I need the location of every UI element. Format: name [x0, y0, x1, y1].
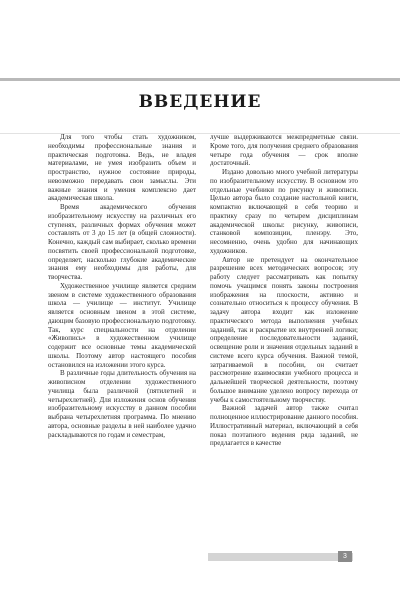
paragraph: Для того чтобы стать художником, необходимы профессиональные знания и практическая подготовка. Ведь, не владея материалами, не умея изобразить объем и пространство, нужное состояние природы, невозможно передавать свои замыслы. Эти важные знания и умения комплексно дает академическая школа.	[48, 133, 196, 203]
paragraph: В различные годы длительность обучения на живописном отделении художественного училища была различной (пятилетней и четырехлетней). Для изложения основ обучения изобразительному искусству в данном пособии выбрана четырехлетняя программа. По мнению автора, основные разделы в ней наиболее удачно раскладываются по годам и семестрам,	[48, 369, 196, 439]
text-column-left	[48, 133, 196, 439]
paragraph: Автор не претендует на окончательное разрешение всех методических вопросов; эту работу следует рассматривать как попытку помочь учащимся понять законы построения изображения на плоскости, активно и сознательно относиться к процессу обучения. В задачу автора входит как изложение практического метода выполнения учебных заданий, так и раскрытие их внутренней логики; определение последовательности заданий, освещение роли и значения отдельных заданий в системе всего курса обучения. Важной темой, затрагиваемой в пособии, он считает рассмотрение взаимосвязи учебного процесса и дальнейшей творческой деятельности, поэтому большое внимание уделено вопросу перехода от учебы к самостоятельному творчеству.	[210, 255, 358, 404]
paragraph: лучше выдерживаются межпредметные связи. Кроме того, для получения среднего образования четыре года обучения — срок вполне достаточный.	[210, 133, 358, 168]
paragraph: Важной задачей автор также считал полноценное иллюстрирование данного пособия. Иллюстративный материал, включающий в себя показ поэтапного ведения ряда заданий, не предлагается в качестве	[210, 404, 358, 448]
paragraph: Художественное училище является средним звеном в системе художественного образования школа — училище — институт. Училище является основным звеном в этой системе, дающим базовую профессиональную подготовку. Так, курс специальности на отделении «Живопись» в художественном училище содержит все основные темы академической школы. Поэтому автор настоящего пособия остановился на изложении этого курса.	[48, 281, 196, 369]
text-column-right	[210, 133, 358, 448]
paragraph: Время академического обучения изобразительному искусству на различных его ступенях, различных формах обучения может составлять от 3 до 15 лет (в общей сложности). Конечно, каждый сам выбирает, сколько времени посвятить своей профессиональной подготовке, определяет, насколько глубокие академические знания ему необходимы для работы, для творчества.	[48, 203, 196, 281]
footer-bar	[208, 553, 353, 561]
paragraph: Издано довольно много учебной литературы по изобразительному искусству. В основном это отдельные учебники по рисунку и живописи. Целью автора было создание настольной книги, компактно включающей в себя теорию и практику сразу по четырем дисциплинам академической школы: рисунку, живописи, станковой композиции, пленэру. Это, несомненно, очень удобно для начинающих художников.	[210, 168, 358, 255]
page-number: 3	[338, 551, 352, 562]
page-title: ВВЕДЕНИЕ	[138, 92, 262, 112]
